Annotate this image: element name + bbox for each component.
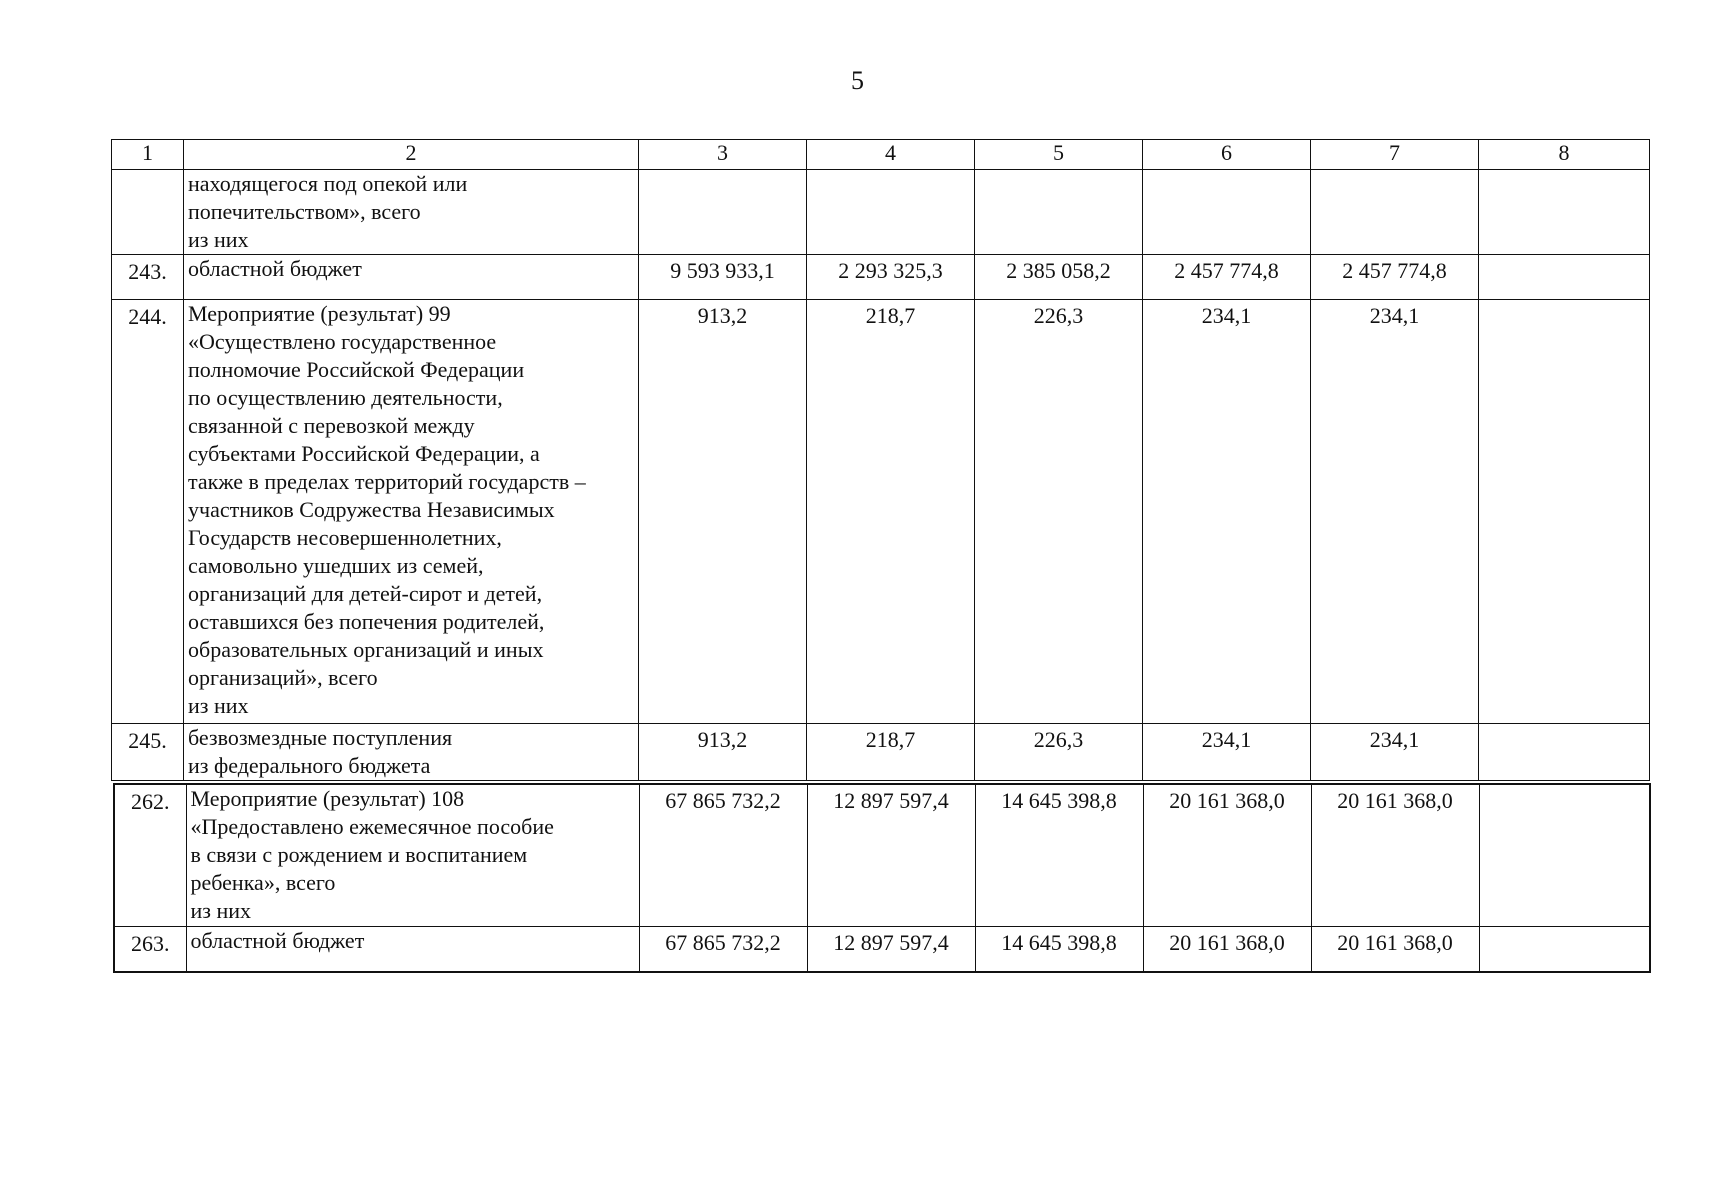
column-number: 4 xyxy=(807,140,975,170)
table-row xyxy=(112,300,1650,724)
table-row xyxy=(112,255,1650,300)
value-cell: 2 293 325,3 xyxy=(807,255,975,300)
value-cell: 234,1 xyxy=(1143,300,1311,724)
value-cell xyxy=(1479,784,1650,926)
value-cell: 226,3 xyxy=(975,300,1143,724)
column-number: 1 xyxy=(112,140,184,170)
value-cell: 20 161 368,0 xyxy=(1311,926,1479,972)
column-number: 8 xyxy=(1479,140,1650,170)
value-cell: 2 457 774,8 xyxy=(1143,255,1311,300)
value-cell: 913,2 xyxy=(639,300,807,724)
row-number: 262. xyxy=(114,784,186,926)
table-row xyxy=(112,170,1650,255)
row-name: областной бюджет xyxy=(184,255,639,300)
column-number: 7 xyxy=(1311,140,1479,170)
value-cell xyxy=(1143,170,1311,255)
table-row xyxy=(112,724,1650,781)
value-cell: 913,2 xyxy=(639,724,807,781)
value-cell: 226,3 xyxy=(975,724,1143,781)
row-name: областной бюджет xyxy=(186,926,639,972)
value-cell: 12 897 597,4 xyxy=(807,784,975,926)
row-name: находящегося под опекой или попечительством», всего из них xyxy=(184,170,639,255)
value-cell xyxy=(1479,300,1650,724)
row-number: 245. xyxy=(112,724,184,781)
value-cell: 20 161 368,0 xyxy=(1143,784,1311,926)
value-cell: 2 385 058,2 xyxy=(975,255,1143,300)
row-number: 244. xyxy=(112,300,184,724)
value-cell: 14 645 398,8 xyxy=(975,926,1143,972)
value-cell: 12 897 597,4 xyxy=(807,926,975,972)
table-row xyxy=(114,926,1650,972)
value-cell: 234,1 xyxy=(1311,300,1479,724)
value-cell xyxy=(1479,255,1650,300)
row-number xyxy=(112,170,184,255)
value-cell xyxy=(975,170,1143,255)
value-cell: 234,1 xyxy=(1311,724,1479,781)
value-cell: 218,7 xyxy=(807,724,975,781)
value-cell xyxy=(1479,170,1650,255)
value-cell: 218,7 xyxy=(807,300,975,724)
value-cell xyxy=(1479,926,1650,972)
value-cell: 14 645 398,8 xyxy=(975,784,1143,926)
value-cell: 9 593 933,1 xyxy=(639,255,807,300)
row-name: Мероприятие (результат) 108 «Предоставлено ежемесячное пособие в связи с рождением и воспитанием ребенка», всего из них xyxy=(186,784,639,926)
value-cell: 234,1 xyxy=(1143,724,1311,781)
value-cell xyxy=(639,170,807,255)
value-cell xyxy=(1311,170,1479,255)
column-number: 2 xyxy=(184,140,639,170)
row-number: 263. xyxy=(114,926,186,972)
value-cell: 67 865 732,2 xyxy=(639,926,807,972)
value-cell: 67 865 732,2 xyxy=(639,784,807,926)
value-cell: 20 161 368,0 xyxy=(1311,784,1479,926)
budget-table-continued xyxy=(113,783,1651,973)
row-name: Мероприятие (результат) 99 «Осуществлено государственное полномочие Российской Федерации по осуществлению деятельности, связанной с перевозкой между субъектами Российской Федерации, а также в пределах территорий государств – участников Содружества Независимых Государств несовершеннолетних, самовольно ушедших из семей, организаций для детей-сирот и детей, оставшихся без попечения родителей, образовательных организаций и иных организаций», всего из них xyxy=(184,300,639,724)
column-number-row xyxy=(112,140,1650,170)
value-cell: 20 161 368,0 xyxy=(1143,926,1311,972)
row-number: 243. xyxy=(112,255,184,300)
row-name: безвозмездные поступления из федерального бюджета xyxy=(184,724,639,781)
table-row xyxy=(114,784,1650,926)
page-number: 5 xyxy=(851,66,864,95)
value-cell: 2 457 774,8 xyxy=(1311,255,1479,300)
value-cell xyxy=(807,170,975,255)
column-number: 6 xyxy=(1143,140,1311,170)
value-cell xyxy=(1479,724,1650,781)
column-number: 3 xyxy=(639,140,807,170)
budget-table xyxy=(111,139,1650,781)
column-number: 5 xyxy=(975,140,1143,170)
